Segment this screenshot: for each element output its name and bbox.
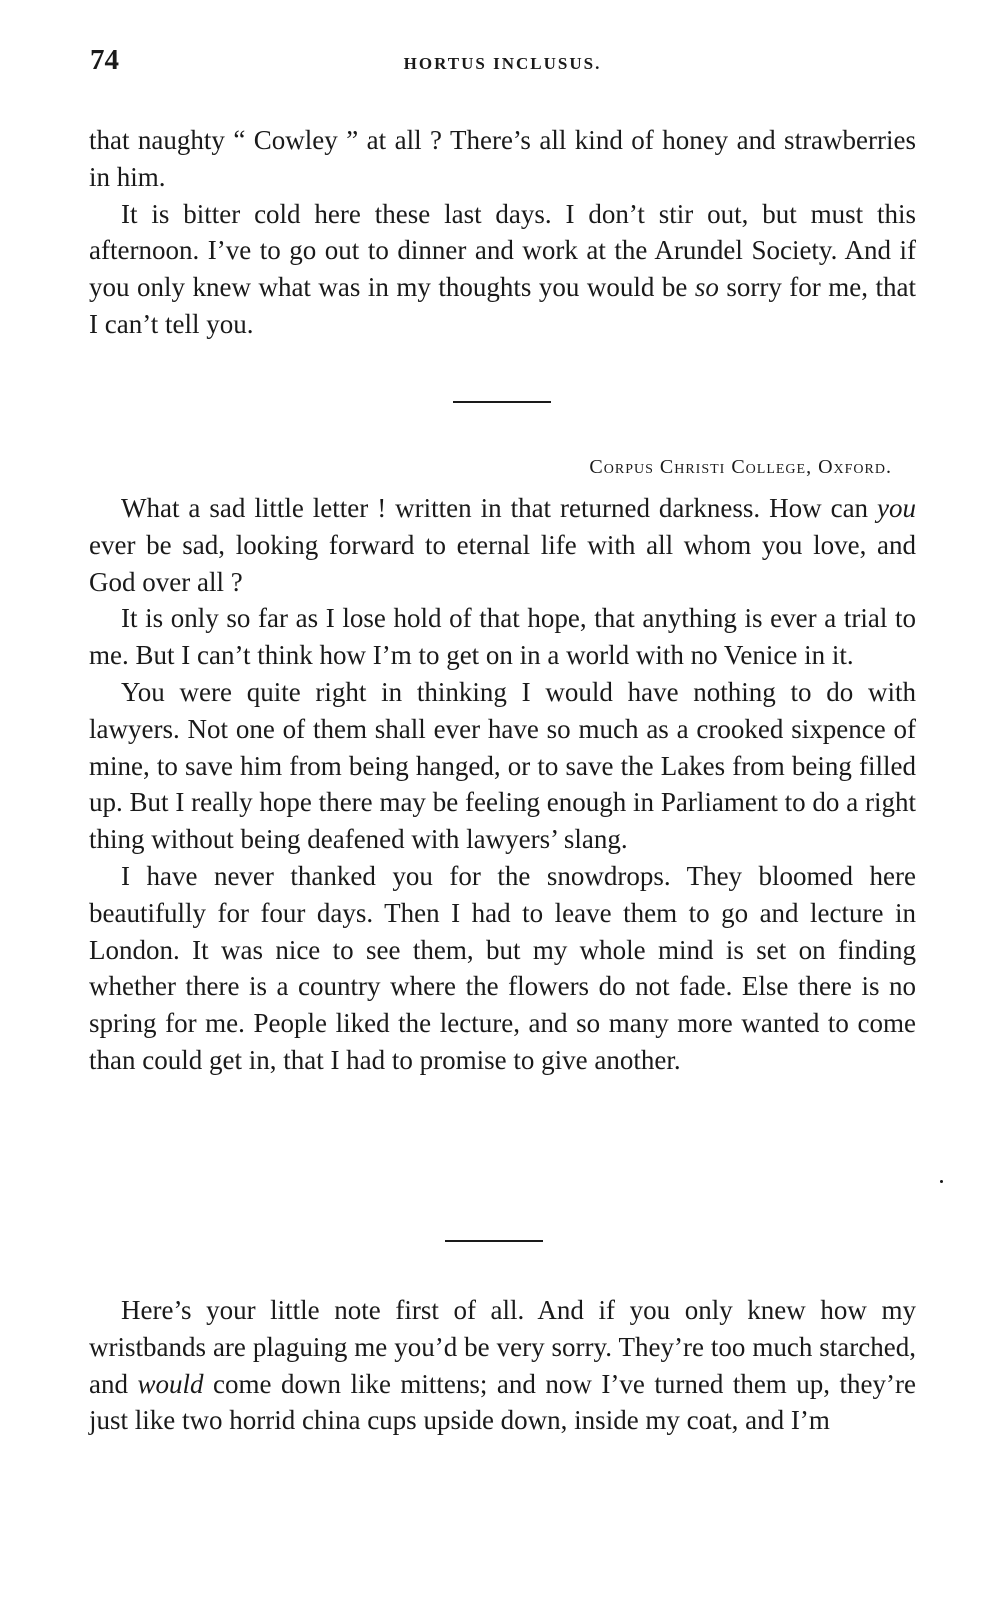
section-divider (445, 1240, 543, 1242)
dateline: Corpus Christi College, Oxford. (589, 456, 892, 478)
text-run: It is bitter cold here these last days. I don’t stir out, but must this afternoon. I’ve to go out to dinner and work at the Arundel Society. And if you only knew what was in my thoughts you would be (89, 198, 916, 303)
text-run: come down like mittens; and now I’ve turned them up, they’re just like two horrid china cups upside down, inside my coat, and I’m (89, 1368, 916, 1436)
letter-section-2 (89, 490, 916, 1079)
ink-speck (940, 1180, 943, 1183)
page-number: 74 (90, 44, 119, 76)
paragraph (89, 196, 916, 343)
paragraph: You were quite right in thinking I would have nothing to do with lawyers. Not one of them shall ever have so much as a crooked sixpence of mine, to save him from being hanged, or to save the Lakes from being filled up. But I really hope there may be feeling enough in Parliament to do a right thing without being deafened with lawyers’ slang. (89, 676, 916, 855)
text-run: Here’s your little note first of all. And if you only knew how my wristbands are plaguing me you’d be very sorry. They’re too much starched, and (89, 1295, 916, 1399)
text-run: sorry for me, that I can’t tell you. (89, 272, 916, 339)
text-run: What a sad little letter ! written in that returned darkness. How can (121, 493, 878, 523)
emphasis: would (137, 1368, 204, 1399)
text-run: ever be sad, looking forward to eternal life with all whom you love, and God over all ? (89, 529, 916, 597)
paragraph: It is only so far as I lose hold of that hope, that anything is ever a trial to me. But I can’t think how I’m to get on in a world with no Venice in it. (89, 603, 916, 671)
letter-section-1 (89, 122, 916, 343)
paragraph (89, 1292, 916, 1439)
emphasis: you (877, 493, 916, 523)
paragraph: that naughty “ Cowley ” at all ? There’s all kind of honey and strawberries in him. (89, 125, 916, 192)
letter-section-3 (89, 1292, 916, 1439)
paragraph (89, 490, 916, 600)
section-divider (453, 401, 551, 403)
page-header (90, 44, 915, 84)
emphasis: so (694, 272, 719, 303)
paragraph: I have never thanked you for the snowdrops. They bloomed here beautifully for four days. Then I had to leave them to go and lecture in London. It was nice to see them, but my whole mind is set on finding whether there is a country where the flowers do not fade. Else there is no spring for me. People liked the lecture, and so many more wanted to come than could get in, that I had to promise to give another. (89, 860, 916, 1075)
running-title: HORTUS INCLUSUS. (403, 54, 602, 73)
